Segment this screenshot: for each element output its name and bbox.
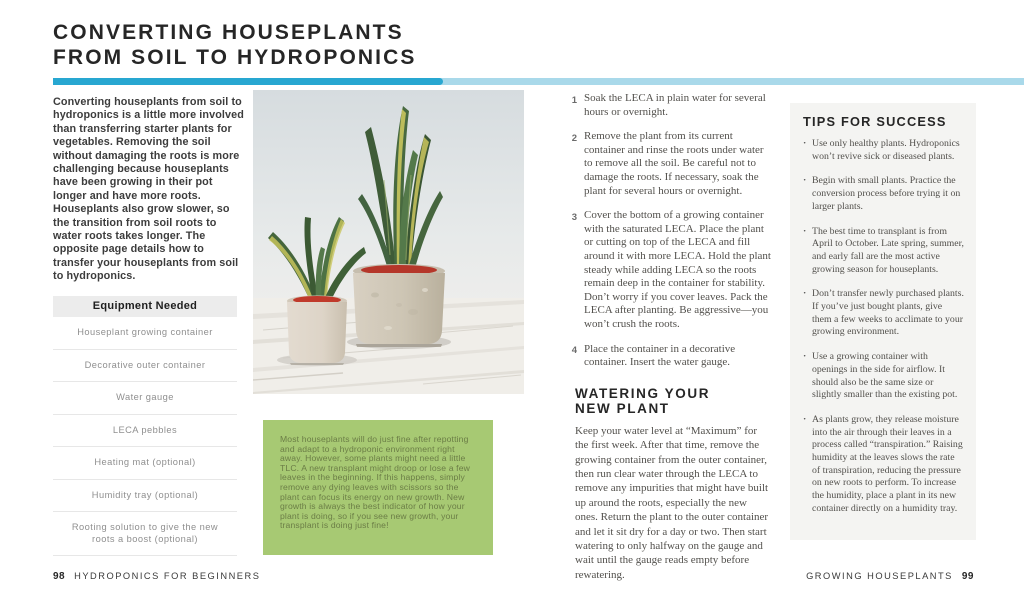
left-running-title: HYDROPONICS FOR BEGINNERS bbox=[74, 571, 261, 581]
right-page-footer bbox=[806, 571, 974, 582]
watering-section-body: Keep your water level at “Maximum” for the first week. After that time, remove the growing container from the outer container, then run clear water through the LECA to remove any impurities that might have built up around the roots, especially the new ones. Return the plant to the outer container and let it sit dry for a day or two. Then start watering to only halfway on the gauge and wait until the gauge reads empty before rewatering. bbox=[575, 424, 769, 581]
step-number: 4 bbox=[571, 345, 577, 356]
equipment-needed-panel bbox=[53, 296, 237, 556]
equipment-item: Humidity tray (optional) bbox=[53, 480, 237, 513]
page-title-line2: FROM SOIL TO HYDROPONICS bbox=[53, 46, 417, 69]
equipment-item: Decorative outer container bbox=[53, 350, 237, 383]
steps-list bbox=[566, 92, 772, 370]
left-page-footer bbox=[53, 571, 260, 582]
tips-for-success-panel bbox=[790, 103, 976, 540]
tip-item: · Use only healthy plants. Hydroponics won’t revive sick or diseased plants. bbox=[803, 138, 964, 163]
step-number: 1 bbox=[571, 94, 577, 106]
short-pot bbox=[287, 296, 347, 366]
tips-list bbox=[803, 138, 964, 516]
equipment-list bbox=[53, 317, 237, 556]
right-running-title: GROWING HOUSEPLANTS bbox=[806, 571, 953, 581]
watering-heading-line1: WATERING YOUR bbox=[575, 385, 711, 401]
tip-item: · Begin with small plants. Practice the conversion process before trying it on larger plants. bbox=[803, 175, 964, 213]
snake-plants-illustration bbox=[253, 90, 524, 394]
step-text: Place the container in a decorative container. Insert the water gauge. bbox=[584, 342, 736, 369]
equipment-item: Houseplant growing container bbox=[53, 317, 237, 350]
equipment-item: LECA pebbles bbox=[53, 415, 237, 448]
step-text: Remove the plant from its current container and rinse the roots under water to remove all the soil. Be careful not to damage the roots. If necessary, soak the plant for several hours or overnight. bbox=[584, 130, 764, 197]
equipment-item: Rooting solution to give the new roots a boost (optional) bbox=[53, 512, 237, 556]
step-item bbox=[566, 209, 772, 331]
tip-item: · The best time to transplant is from April to October. Late spring, summer, and early fall are the most active growing season for houseplants. bbox=[803, 226, 964, 277]
left-page-number: 98 bbox=[53, 571, 66, 582]
tips-heading: TIPS FOR SUCCESS bbox=[803, 114, 947, 129]
title-underline-bar bbox=[53, 78, 1024, 85]
equipment-needed-header: Equipment Needed bbox=[53, 296, 237, 317]
watering-heading-line2: NEW PLANT bbox=[575, 400, 670, 416]
step-item bbox=[566, 92, 772, 119]
tip-item: · Use a growing container with openings in the side for airflow. It should also be the same size or slightly smaller than the existing pot. bbox=[803, 351, 964, 402]
intro-paragraph: Converting houseplants from soil to hydroponics is a little more involved than transferring starter plants for vegetables. Removing the soil without damaging the roots is more challenging because houseplants have been growing in their pot longer and have more roots. Houseplants also grow slower, so the transition from soil roots to water roots takes longer. The opposite page details how to transfer your houseplants from soil to hydroponics. bbox=[53, 96, 244, 283]
page-title bbox=[53, 20, 416, 70]
step-item bbox=[566, 343, 772, 370]
tip-item: · As plants grow, they release moisture into the air through their leaves in a process called “transpiration.” Raising humidity at the leaves slows the rate of transpiration, reducing the pressure on new roots to perform. To increase the humidity, place a plant in its new container directly on a humidity tray. bbox=[803, 414, 964, 516]
tip-item: · Don’t transfer newly purchased plants. If you’ve just bought plants, give them a few weeks to acclimate to your growing environment. bbox=[803, 288, 964, 339]
equipment-item: Water gauge bbox=[53, 382, 237, 415]
title-underline-bar-dark-segment bbox=[53, 78, 443, 85]
step-text: Soak the LECA in plain water for several hours or overnight. bbox=[584, 92, 766, 118]
watering-section-heading bbox=[566, 386, 772, 416]
callout-box: Most houseplants will do just fine after repotting and adapt to a hydroponic environment right away. However, some plants might need a little TLC. A new transplant might droop or lose a few leaves in the beginning. If this happens, simply remove any dying leaves with scissors so the plant can focus its energy on new growth. New growth is always the best indicator of how your plant is doing, so if you see new growth, your transplant is doing just fine! bbox=[263, 420, 493, 555]
instructions-column bbox=[566, 92, 772, 582]
step-number: 2 bbox=[571, 132, 577, 144]
step-text: Cover the bottom of a growing container with the saturated LECA. Place the plant or cutting on top of the LECA and fill around it with more LECA. Hold the plant steady while adding LECA so the roots remain deep in the container for stability. Don’t worry if you cover leaves. Pack the LECA after planting. Be aggressive—you won’t crush the roots. bbox=[584, 209, 771, 330]
step-item bbox=[566, 130, 772, 198]
page-title-line1: CONVERTING HOUSEPLANTS bbox=[53, 21, 404, 44]
tall-pot bbox=[353, 264, 445, 347]
plant-photo bbox=[253, 90, 524, 394]
step-number: 3 bbox=[571, 211, 577, 223]
equipment-item: Heating mat (optional) bbox=[53, 447, 237, 480]
right-page-number: 99 bbox=[961, 571, 974, 582]
